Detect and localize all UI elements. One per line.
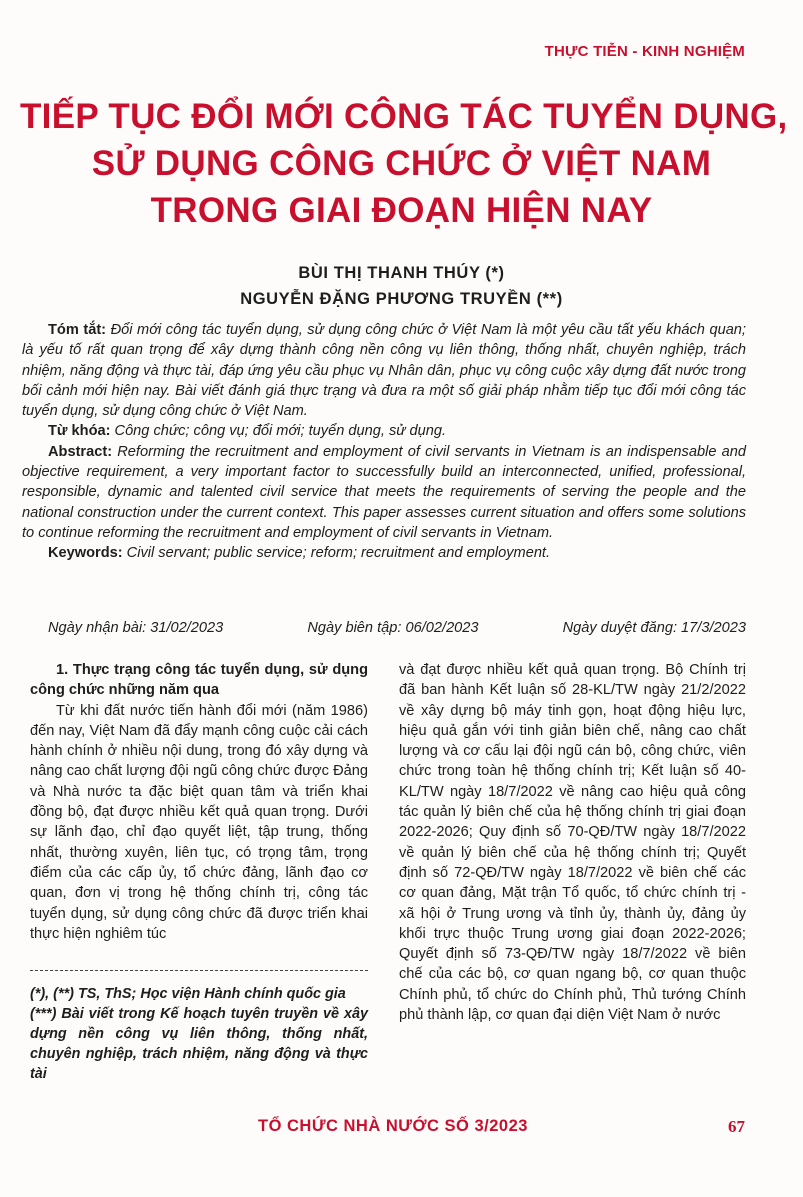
keywords-vi-label: Từ khóa: [48, 423, 111, 440]
article-title [20, 93, 788, 234]
footnote: (*), (**) TS, ThS; Học viện Hành chính quốc gia [30, 986, 346, 1002]
footnote: (***) Bài viết trong Kế hoạch tuyên truyền về xây dựng nền công vụ liên thông, thống nhất, chuyên nghiệp, trách nhiệm, năng động và thực tài [30, 1006, 368, 1082]
title-line: SỬ DỤNG CÔNG CHỨC Ở VIỆT NAM [91, 144, 712, 183]
footnote-divider [30, 970, 368, 971]
right-column [399, 660, 746, 1025]
article-dates [48, 620, 746, 636]
author: NGUYỄN ĐẶNG PHƯƠNG TRUYỀN (**) [240, 290, 563, 308]
page-footer [0, 1117, 803, 1137]
abstract-text: Reforming the recruitment and employment of civil servants in Vietnam is an indispensable and objective requirement, a very important factor to successfully build an interconnected, unified, professional, responsible, dynamic and talented civil service that meets the requirements of serving the people and the national construction under the current context. This paper assesses current situation and offers some solutions to continue reforming the recruitment and employment of civil servants in Vietnam. [22, 443, 746, 541]
journal-name: TỔ CHỨC NHÀ NƯỚC SỐ 3/2023 [258, 1117, 528, 1135]
abstract-en [22, 442, 746, 543]
authors [0, 260, 803, 312]
keywords-en-label: Keywords: [48, 545, 123, 562]
keywords-en-text: Civil servant; public service; reform; recruitment and employment. [126, 545, 551, 562]
summary-vi [22, 320, 746, 421]
keywords-en [22, 543, 746, 563]
footnotes [30, 984, 368, 1084]
abstract-label: Abstract: [48, 443, 113, 460]
summary-label: Tóm tắt: [48, 322, 107, 338]
date-received: Ngày nhận bài: 31/02/2023 [48, 620, 224, 636]
summary-text: Đổi mới công tác tuyển dụng, sử dụng công chức ở Việt Nam là một yêu cầu tất yếu khách quan; là yếu tố rất quan trọng để xây dựng thành công nền công vụ liên thông, thống nhất, chuyên nghiệp, trách nhiệm, năng động và thực tài, đáp ứng yêu cầu phục vụ Nhân dân, phục vụ công cuộc xây dựng đất nước trong bối cảnh mới hiện nay. Bài viết đánh giá thực trạng và đưa ra một số giải pháp nhằm tiếp tục đổi mới công tác tuyển dụng, sử dụng công chức ở Việt Nam. [22, 322, 746, 420]
title-line: TIẾP TỤC ĐỔI MỚI CÔNG TÁC TUYỂN DỤNG, [20, 97, 788, 136]
keywords-vi [22, 421, 746, 441]
date-edited: Ngày biên tập: 06/02/2023 [307, 620, 479, 636]
left-column [30, 660, 368, 944]
abstract-block [22, 320, 746, 564]
section-label: THỰC TIỄN - KINH NGHIỆM [544, 43, 745, 60]
page-number: 67 [728, 1117, 745, 1136]
date-approved: Ngày duyệt đăng: 17/3/2023 [562, 620, 746, 636]
author: BÙI THỊ THANH THÚY (*) [298, 264, 505, 282]
title-line: TRONG GIAI ĐOẠN HIỆN NAY [150, 191, 653, 230]
section-heading: 1. Thực trạng công tác tuyển dụng, sử dụng công chức những năm qua [30, 662, 368, 699]
keywords-vi-text: Công chức; công vụ; đổi mới; tuyển dụng, sử dụng. [114, 423, 447, 440]
body-paragraph: và đạt được nhiều kết quả quan trọng. Bộ Chính trị đã ban hành Kết luận số 28-KL/TW ngày 21/2/2022 về xây dựng bộ máy tinh gọn, hoạt động hiệu lực, hiệu quả gắn với tinh giản biên chế, nâng cao chất lượng và cơ cấu lại đội ngũ cán bộ, công chức, viên chức trong toàn hệ thống chính trị; Kết luận số 40-KL/TW ngày 18/7/2022 về nâng cao hiệu quả công tác quản lý biên chế của hệ thống chính trị giai đoạn 2022-2026; Quy định số 70-QĐ/TW ngày 18/7/2022 về quản lý biên chế của hệ thống chính trị; Quyết định số 72-QĐ/TW ngày 18/7/2022 về biên chế các cơ quan đảng, Mặt trận Tổ quốc, tổ chức chính trị - xã hội ở Trung ương và tỉnh ủy, thành ủy, đảng ủy khối trực thuộc Trung ương giai đoạn 2022-2026; Quyết định số 73-QĐ/TW ngày 18/7/2022 về biên chế của các bộ, cơ quan ngang bộ, cơ quan thuộc Chính phủ, tổ chức do Chính phủ, Thủ tướng Chính phủ thành lập, cơ quan đại diện Việt Nam ở nước [399, 662, 746, 1024]
body-paragraph: Từ khi đất nước tiến hành đổi mới (năm 1986) đến nay, Việt Nam đã đẩy mạnh công cuộc cải cách hành chính ở nhiều nội dung, trong đó xây dựng và nâng cao chất lượng đội ngũ công chức được Đảng và Nhà nước ta đặc biệt quan tâm và triển khai đồng bộ, đạt được nhiều kết quả quan trọng. Dưới sự lãnh đạo, chỉ đạo quyết liệt, tập trung, thống nhất, thường xuyên, liên tục, có trọng tâm, trọng điểm của các cấp ủy, tổ chức đảng, lãnh đạo cơ quan, đơn vị trong hệ thống chính trị, công tác tuyển dụng, sử dụng công chức đã được triển khai thực hiện nghiêm túc [30, 702, 368, 942]
